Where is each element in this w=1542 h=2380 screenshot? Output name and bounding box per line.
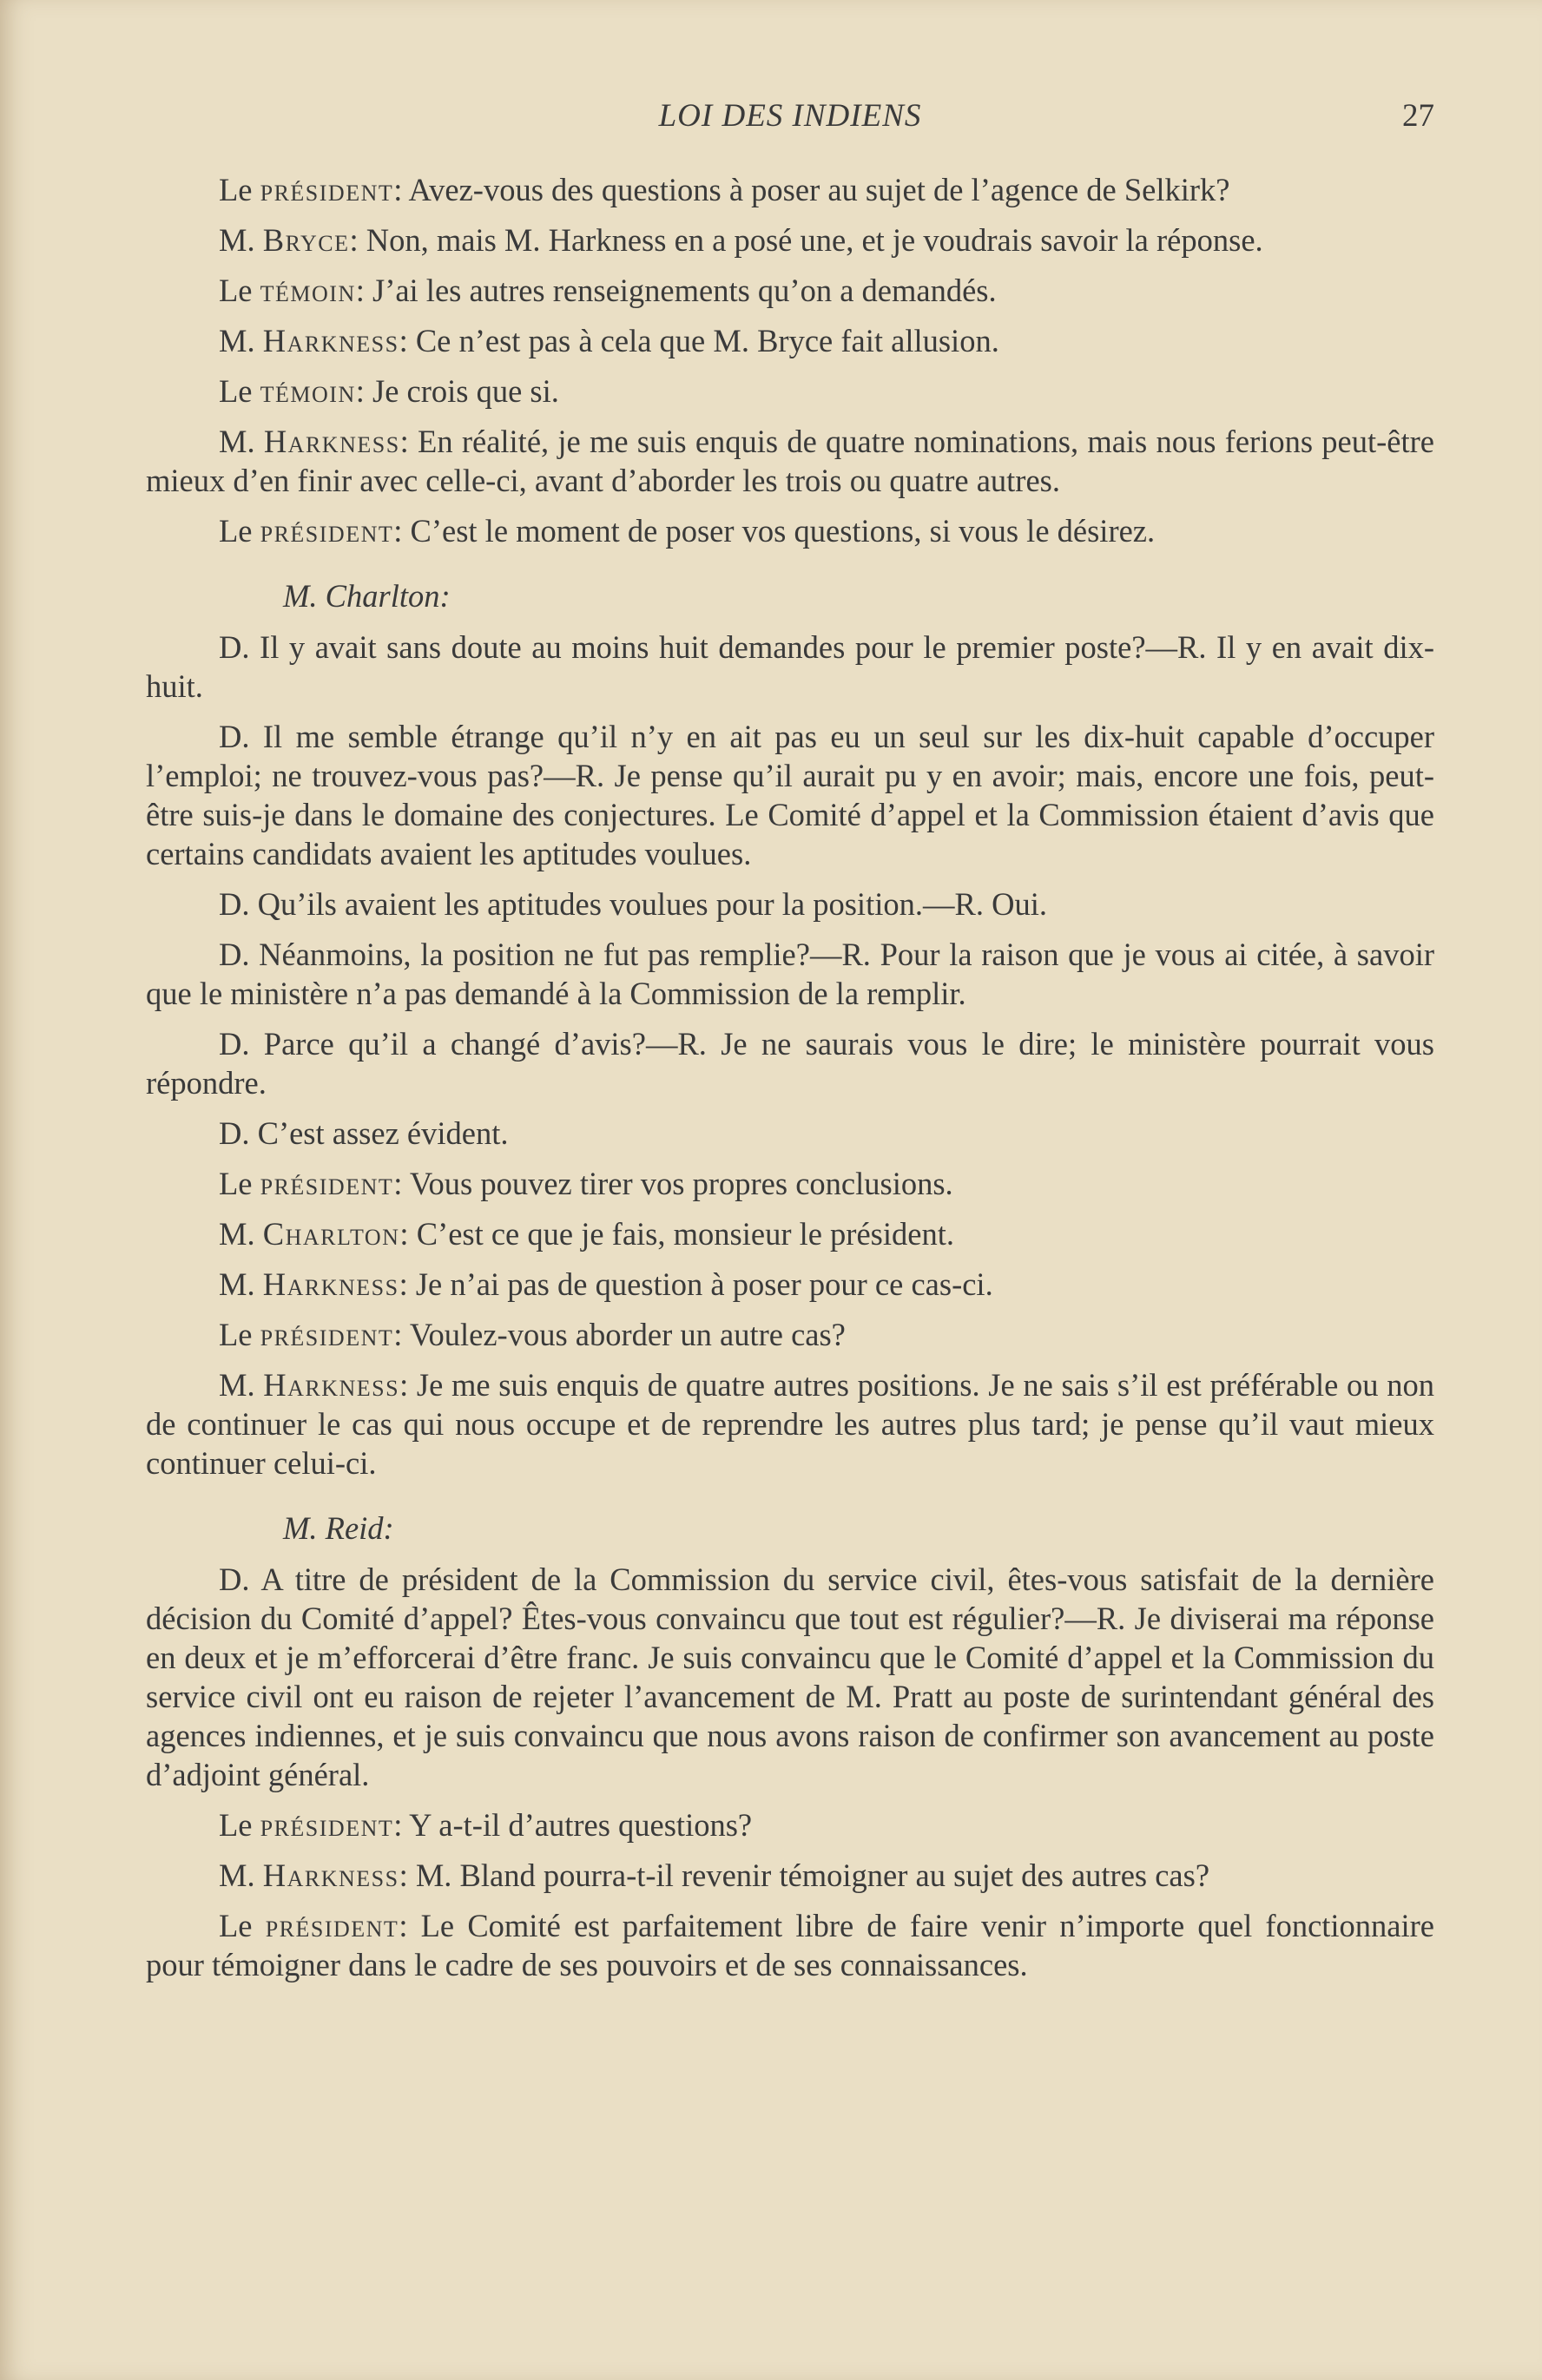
speech-paragraph	[146, 422, 1434, 500]
speech-paragraph	[146, 1164, 1434, 1203]
speaker-prefix: M.	[219, 1216, 263, 1252]
speaker-name: Harkness	[262, 1266, 399, 1302]
qa-paragraph: D. C’est assez évident.	[219, 1115, 509, 1151]
speech-paragraph	[146, 1315, 1434, 1354]
speaker-name: Harkness	[263, 424, 400, 459]
speaker-prefix: Le	[219, 513, 260, 549]
speaker-prefix: M.	[219, 323, 263, 358]
speaker-name: président	[260, 513, 394, 549]
speaker-prefix: Le	[219, 1908, 266, 1943]
speech-text: : Non, mais M. Harkness en a posé une, et je voudrais savoir la réponse.	[349, 222, 1263, 258]
speaker-prefix: M.	[219, 222, 263, 258]
speech-paragraph	[146, 271, 1434, 310]
speech-text: : Vous pouvez tirer vos propres conclusions.	[393, 1166, 953, 1201]
speaker-name: président	[260, 172, 394, 207]
speaker-name: Harkness	[263, 1367, 400, 1403]
speech-text: : Je me suis enquis de quatre autres positions. Je ne sais s’il est préférable ou non de continuer le cas qui nous occupe et de reprendre les autres plus tard; je pense qu’il vaut mieux continuer celui-ci.	[146, 1367, 1434, 1481]
speech-paragraph	[146, 511, 1434, 550]
speech-text: : En réalité, je me suis enquis de quatre nominations, mais nous ferions peut-être mieux d’en finir avec celle-ci, avant d’aborder les trois ou quatre autres.	[146, 424, 1434, 498]
speech-text: : Je n’ai pas de question à poser pour ce cas-ci.	[399, 1266, 993, 1302]
speaker-prefix: Le	[219, 172, 260, 207]
qa-paragraph: D. A titre de président de la Commission du service civil, êtes-vous satisfait de la dernière décision du Comité d’appel? Êtes-vous convaincu que tout est régulier?—R. Je diviserai ma réponse en deux et je m’efforcerai d’être franc. Je suis convaincu que le Comité d’appel et la Commission du service civil ont eu raison de rejeter l’avancement de M. Pratt au poste de surintendant général des agences indiennes, et je suis convaincu que nous avons raison de confirmer son avancement au poste d’adjoint général.	[146, 1561, 1434, 1792]
speech-paragraph	[146, 1265, 1434, 1304]
speaker-name: témoin	[260, 273, 356, 308]
qa-paragraph: D. Qu’ils avaient les aptitudes voulues pour la position.—R. Oui.	[219, 886, 1047, 922]
speaker-prefix: Le	[219, 373, 260, 409]
speech-paragraph	[146, 321, 1434, 360]
page-number: 27	[1402, 98, 1434, 134]
speaker-prefix: Le	[219, 1166, 260, 1201]
speech-paragraph	[146, 220, 1434, 260]
speech-paragraph	[146, 1906, 1434, 1984]
speaker-name: président	[260, 1807, 394, 1843]
examiner-heading: M. Charlton:	[283, 578, 451, 614]
speaker-prefix: M.	[219, 424, 264, 459]
qa-paragraph: D. Il me semble étrange qu’il n’y en ait pas eu un seul sur les dix-huit capable d’occuper l’emploi; ne trouvez-vous pas?—R. Je pense qu’il aurait pu y en avoir; mais, encore une fois, peut-être suis-je dans le domaine des conjectures. Le Comité d’appel et la Commission étaient d’avis que certains candidats avaient les aptitudes voulues.	[146, 719, 1434, 871]
running-title: LOI DES INDIENS	[658, 98, 922, 134]
qa-paragraph: D. Néanmoins, la position ne fut pas remplie?—R. Pour la raison que je vous ai citée, à savoir que le ministère n’a pas demandé à la Commission de la remplir.	[146, 937, 1434, 1011]
speaker-name: Charlton	[262, 1216, 400, 1252]
speech-text: : Avez-vous des questions à poser au sujet de l’agence de Selkirk?	[393, 172, 1230, 207]
speech-text: : M. Bland pourra-t-il revenir témoigner au sujet des autres cas?	[399, 1857, 1210, 1893]
speaker-prefix: M.	[219, 1367, 264, 1403]
speaker-name: Harkness	[262, 323, 399, 358]
speaker-name: président	[260, 1166, 394, 1201]
speaker-name: président	[265, 1908, 399, 1943]
speaker-prefix: Le	[219, 273, 260, 308]
speaker-prefix: M.	[219, 1266, 263, 1302]
speaker-prefix: Le	[219, 1807, 260, 1843]
speaker-name: Harkness	[262, 1857, 399, 1893]
speaker-prefix: Le	[219, 1317, 260, 1352]
speech-text: : J’ai les autres renseignements qu’on a demandés.	[355, 273, 997, 308]
speaker-name: témoin	[260, 373, 356, 409]
speech-paragraph	[146, 1365, 1434, 1483]
examiner-heading: M. Reid:	[283, 1510, 394, 1546]
speech-text: : Ce n’est pas à cela que M. Bryce fait allusion.	[399, 323, 999, 358]
page-body	[146, 170, 1434, 1995]
speaker-name: Bryce	[262, 222, 350, 258]
speech-paragraph	[146, 371, 1434, 411]
speech-text: : Y a-t-il d’autres questions?	[393, 1807, 753, 1843]
speech-text: : C’est le moment de poser vos questions, si vous le désirez.	[393, 513, 1156, 549]
speech-text: : C’est ce que je fais, monsieur le président.	[399, 1216, 954, 1252]
speech-paragraph	[146, 170, 1434, 209]
speech-text: : Voulez-vous aborder un autre cas?	[393, 1317, 846, 1352]
speaker-prefix: M.	[219, 1857, 263, 1893]
speech-text: : Je crois que si.	[355, 373, 559, 409]
speech-paragraph	[146, 1214, 1434, 1253]
speech-paragraph	[146, 1805, 1434, 1844]
speech-paragraph	[146, 1856, 1434, 1895]
qa-paragraph: D. Il y avait sans doute au moins huit demandes pour le premier poste?—R. Il y en avait dix-huit.	[146, 629, 1434, 704]
speech-text: : Le Comité est parfaitement libre de faire venir n’importe quel fonctionnaire pour témoigner dans le cadre de ses pouvoirs et de ses connaissances.	[146, 1908, 1434, 1982]
speaker-name: président	[260, 1317, 394, 1352]
page-header	[146, 97, 1434, 141]
qa-paragraph: D. Parce qu’il a changé d’avis?—R. Je ne saurais vous le dire; le ministère pourrait vous répondre.	[146, 1026, 1434, 1101]
